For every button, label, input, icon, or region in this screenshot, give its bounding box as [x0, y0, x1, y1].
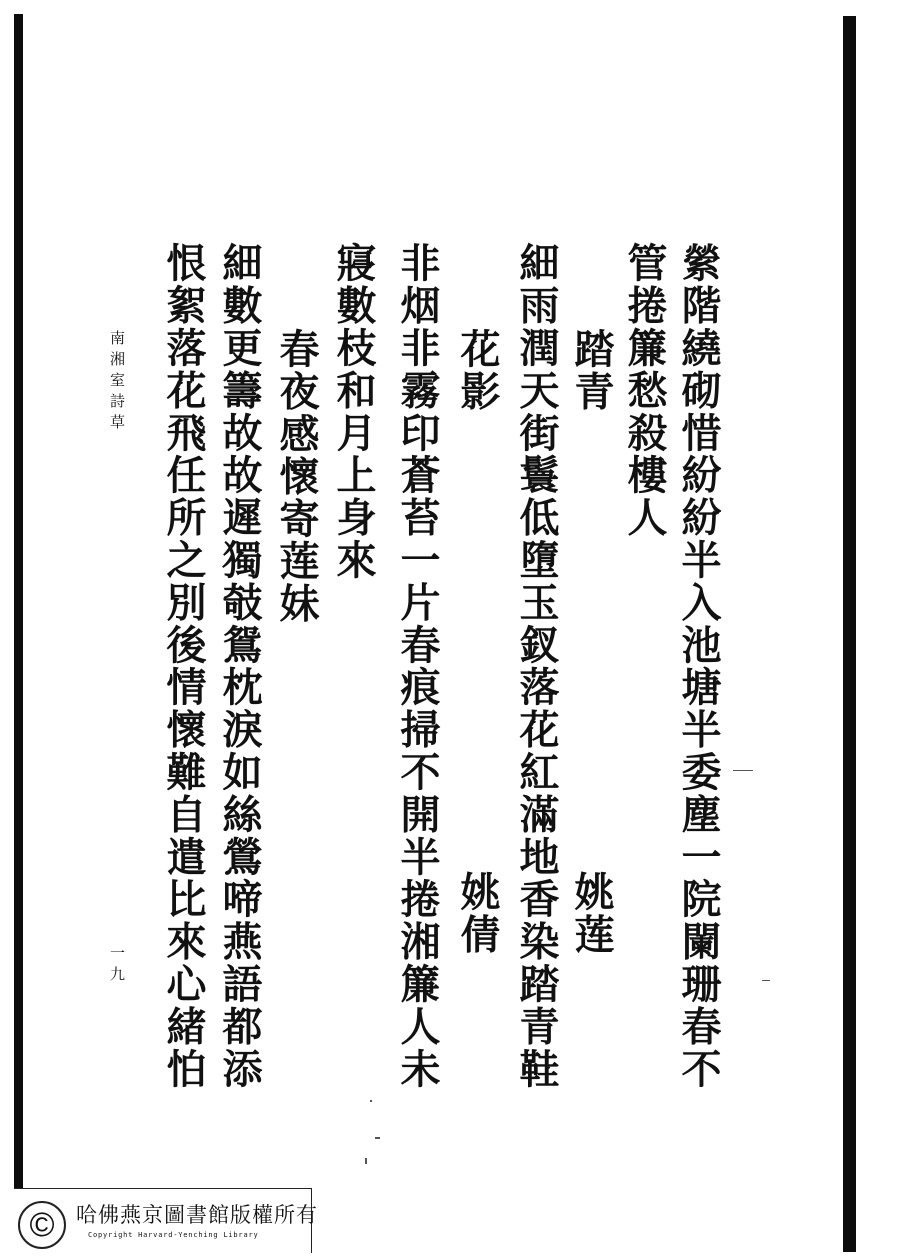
poem-title: 春夜感懷寄莲妹 [273, 328, 320, 625]
copyright-chinese: 哈佛燕京圖書館版權所有 [76, 1203, 318, 1227]
poem-line: 細數更籌故故遲獨攲鴛枕淚如絲鶯啼燕語都添 [216, 242, 263, 1090]
copyright-stamp [14, 1188, 318, 1253]
page-number: 一九 [108, 945, 126, 987]
scan-speck [733, 770, 753, 771]
poem-line: 恨絮落花飛任所之別後情懷難自遣比來心緒怕 [160, 242, 207, 1090]
poem-author: 姚莲 [568, 871, 615, 956]
poem-line: 細雨潤天街鬟低墮玉釵落花紅滿地香染踏青鞋 [513, 242, 560, 1090]
right-margin-rule [843, 16, 856, 1252]
left-margin-rule [14, 14, 23, 1252]
copyright-circle-icon: © [18, 1201, 66, 1249]
running-title: 南湘室詩草 [108, 330, 126, 435]
poem-title: 花影 [454, 328, 501, 413]
poem-line: 管捲簾愁殺樓人 [621, 242, 668, 539]
scan-speck [762, 980, 770, 981]
scan-speck [375, 1137, 380, 1139]
scan-speck [370, 1100, 372, 1102]
poem-line: 非烟非霧印蒼苔一片春痕掃不開半捲湘簾人未 [394, 242, 441, 1090]
poem-author: 姚倩 [454, 871, 501, 956]
copyright-english: Copyright Harvard-Yenching Library [88, 1231, 259, 1239]
poem-line: 縈階繞砌惜紛紛半入池塘半委塵一院闌珊春不 [675, 242, 722, 1090]
poem-line: 寢數枝和月上身來 [330, 242, 377, 582]
scan-speck [365, 1158, 367, 1164]
poem-title: 踏青 [568, 328, 615, 413]
